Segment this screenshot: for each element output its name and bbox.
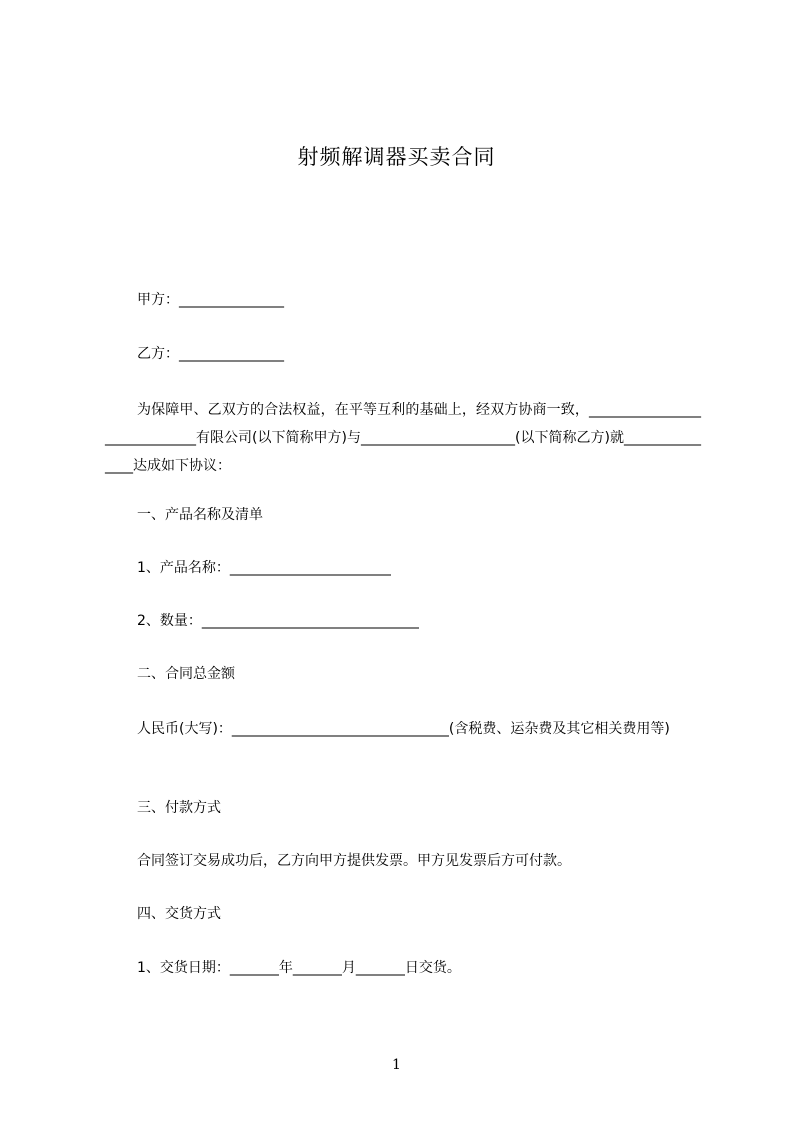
section-1-heading: 一、产品名称及清单 <box>137 507 263 523</box>
party-b-line: 乙方：_______________ <box>137 346 284 362</box>
section-2-heading: 二、合同总金额 <box>137 666 235 682</box>
product-name-line: 1、产品名称：_______________________ <box>137 560 391 576</box>
section-4-heading: 四、交货方式 <box>137 906 221 922</box>
payment-terms-line: 合同签订交易成功后，乙方向甲方提供发票。甲方见发票后方可付款。 <box>137 853 571 869</box>
document-title: 射频解调器买卖合同 <box>297 145 496 169</box>
delivery-date-line: 1、交货日期：_______年_______月_______日交货。 <box>137 960 461 976</box>
party-a-line: 甲方：_______________ <box>137 292 284 308</box>
preamble-paragraph: 为保障甲、乙双方的合法权益，在平等互利的基础上，经双方协商一致，_____________________________有限公司(以下简称甲方)与______________________(以下简称乙方)就_______________达成如下协议： <box>105 402 701 474</box>
section-3-heading: 三、付款方式 <box>137 800 221 816</box>
amount-paragraph: 人民币(大写)：_______________________________(含税费、运杂费及其它相关费用等) <box>137 721 670 737</box>
page-number: 1 <box>392 1057 401 1073</box>
quantity-line: 2、数量：_______________________________ <box>137 613 419 629</box>
